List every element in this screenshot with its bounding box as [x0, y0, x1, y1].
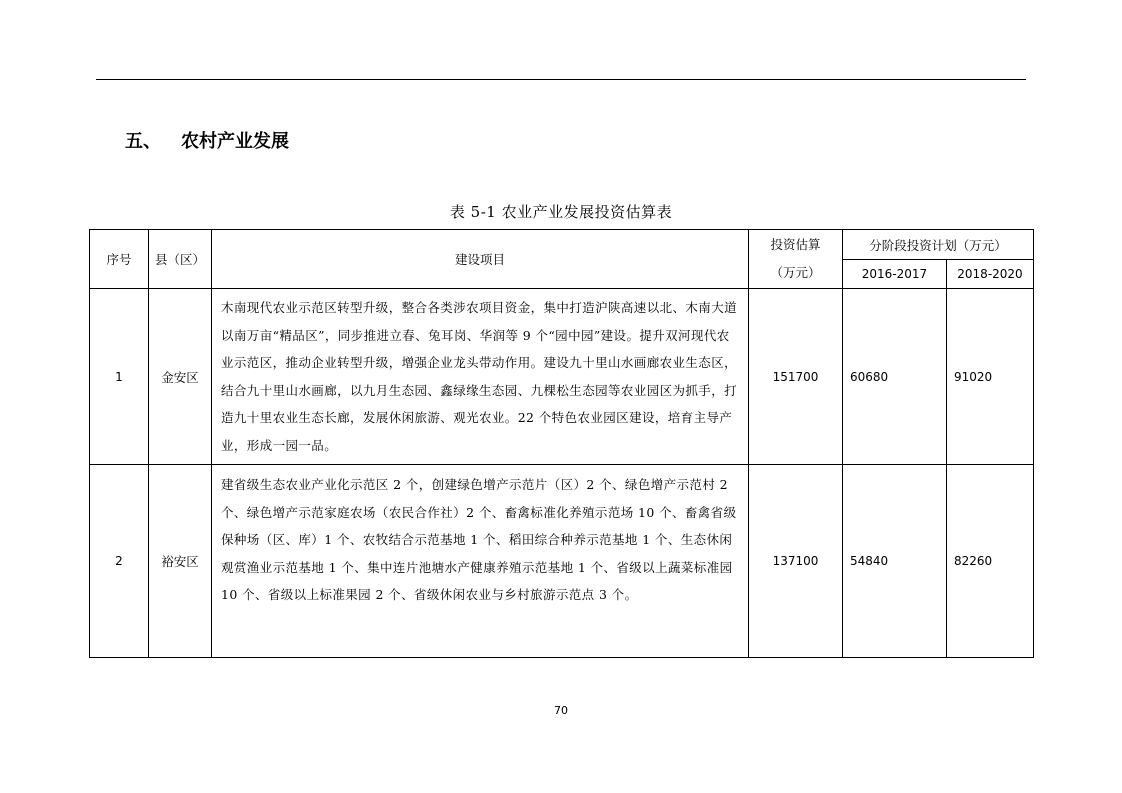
- row-estimate: 137100: [749, 465, 843, 658]
- header-row: [90, 230, 1034, 260]
- header-rule: [96, 79, 1026, 80]
- row-period2: 82260: [947, 465, 1034, 658]
- header-estimate-label: 投资估算: [770, 237, 821, 252]
- section-heading: [125, 130, 289, 154]
- section-number: 五、: [125, 131, 161, 152]
- header-index: 序号: [90, 230, 149, 289]
- page-number: 70: [554, 704, 568, 717]
- row-county: 金安区: [149, 289, 212, 465]
- row-index: 1: [90, 289, 149, 465]
- row-period1: 54840: [843, 465, 947, 658]
- table-row: [90, 465, 1034, 658]
- investment-table: [89, 229, 1034, 658]
- header-period-2016-2017: 2016-2017: [843, 260, 947, 289]
- header-county: 县（区）: [149, 230, 212, 289]
- header-plan: 分阶段投资计划（万元）: [843, 230, 1034, 260]
- row-period1: 60680: [843, 289, 947, 465]
- header-project: 建设项目: [212, 230, 749, 289]
- row-project: 建省级生态农业产业化示范区 2 个，创建绿色增产示范片（区）2 个、绿色增产示范村 2 个、绿色增产示范家庭农场（农民合作社）2 个、畜禽标准化养殖示范场 10 个、畜禽省级保种场（区、库）1 个、农牧结合示范基地 1 个、稻田综合种养示范基地 1 个、生态休闲观赏渔业示范基地 1 个、集中连片池塘水产健康养殖示范基地 1 个、省级以上蔬菜标准园 10 个、省级以上标准果园 2 个、省级休闲农业与乡村旅游示范点 3 个。: [212, 465, 749, 658]
- row-county: 裕安区: [149, 465, 212, 658]
- table-row: [90, 289, 1034, 465]
- row-project: 木南现代农业示范区转型升级，整合各类涉农项目资金，集中打造沪陕高速以北、木南大道以南万亩“精品区”，同步推进立春、兔耳岗、华润等 9 个“园中园”建设。提升双河现代农业示范区，推动企业转型升级，增强企业龙头带动作用。建设九十里山水画廊农业生态区，结合九十里山水画廊，以九月生态园、鑫绿缘生态园、九棵松生态园等农业园区为抓手，打造九十里农业生态长廊，发展休闲旅游、观光农业。22 个特色农业园区建设，培育主导产业，形成一园一品。: [212, 289, 749, 465]
- table-caption: 表 5-1 农业产业发展投资估算表: [449, 203, 673, 221]
- row-index: 2: [90, 465, 149, 658]
- section-title: 农村产业发展: [181, 131, 289, 152]
- row-period2: 91020: [947, 289, 1034, 465]
- row-estimate: 151700: [749, 289, 843, 465]
- header-estimate-unit: （万元）: [770, 265, 821, 280]
- header-period-2018-2020: 2018-2020: [947, 260, 1034, 289]
- header-estimate: [749, 230, 843, 289]
